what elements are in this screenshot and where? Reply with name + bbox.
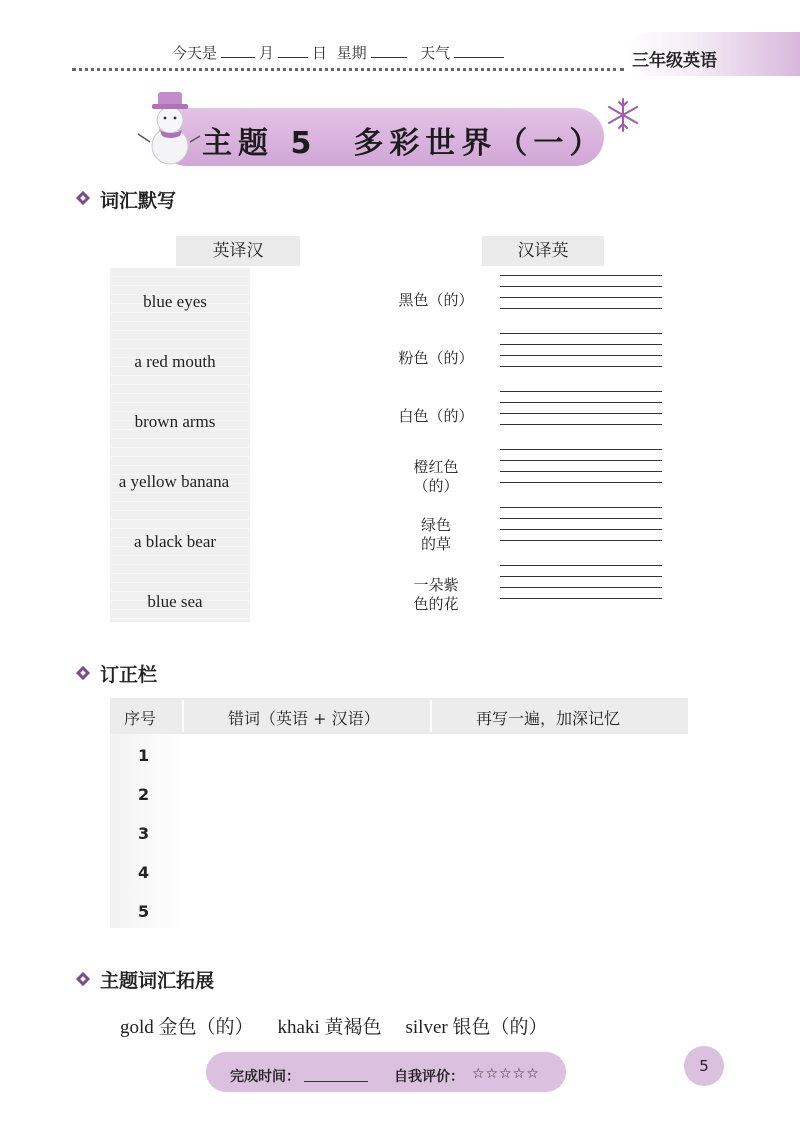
writing-line[interactable] (500, 333, 662, 334)
en-item: a yellow banana (118, 472, 230, 491)
date-weather-line (172, 42, 612, 64)
table-row-number: 4 (138, 863, 150, 882)
writing-line[interactable] (500, 355, 662, 356)
section-diamond-icon (76, 972, 90, 986)
zh-item-line: 粉色（的） (398, 349, 474, 367)
writing-line[interactable] (500, 308, 662, 309)
page-number: 5 (684, 1046, 724, 1086)
correction-heading: 订正栏 (100, 664, 158, 686)
table-row-number: 2 (138, 785, 150, 804)
section-diamond-icon (76, 666, 90, 680)
extension-list (120, 1012, 571, 1039)
snowman-icon (136, 86, 202, 166)
zh-item-line: （的） (413, 477, 459, 495)
table-row-number: 3 (138, 824, 150, 843)
today-label: 今天是 (172, 44, 218, 62)
zh-item-line: 的草 (420, 535, 451, 553)
zh-item (394, 576, 478, 614)
writing-line[interactable] (500, 297, 662, 298)
writing-line[interactable] (500, 391, 662, 392)
writing-line[interactable] (500, 576, 662, 577)
writing-line[interactable] (500, 598, 662, 599)
writing-line[interactable] (500, 275, 662, 276)
writing-line[interactable] (500, 482, 662, 483)
zh-item-line: 绿色 (420, 516, 451, 534)
page-title: 主题 5 多彩世界（一） (202, 126, 606, 161)
writing-line[interactable] (500, 540, 662, 541)
rating-stars-icon[interactable]: ☆☆☆☆☆ (472, 1066, 540, 1082)
section-diamond-icon (76, 191, 90, 205)
vocab-heading: 词汇默写 (100, 190, 177, 212)
writing-line[interactable] (500, 449, 662, 450)
column-header-rewrite: 再写一遍，加深记忆 (476, 709, 621, 728)
writing-line[interactable] (500, 529, 662, 530)
writing-line[interactable] (500, 366, 662, 367)
en-item: brown arms (134, 412, 216, 431)
snowflake-icon (604, 96, 642, 134)
writing-line[interactable] (500, 344, 662, 345)
month-label: 月 (259, 44, 275, 62)
day-blank[interactable] (278, 43, 308, 58)
weekday-blank[interactable] (371, 43, 407, 58)
extension-item: silver 银色（的） (405, 1017, 548, 1038)
zh-item (394, 407, 478, 426)
self-eval-label: 自我评价： (394, 1069, 464, 1085)
extension-heading: 主题词汇拓展 (100, 970, 215, 992)
en-item: blue sea (147, 592, 203, 611)
writing-line[interactable] (500, 471, 662, 472)
table-divider (182, 700, 184, 732)
en-to-zh-panel (110, 268, 250, 622)
en-item: a red mouth (134, 352, 216, 371)
writing-line[interactable] (500, 413, 662, 414)
extension-item: khaki 黄褐色 (277, 1017, 382, 1038)
en-to-zh-header: 英译汉 (176, 236, 300, 266)
zh-item-line: 白色（的） (398, 407, 474, 425)
day-label: 日 (312, 44, 328, 62)
completion-time-label: 完成时间： (230, 1069, 300, 1085)
en-item: blue eyes (143, 292, 207, 311)
table-row-number: 5 (138, 902, 150, 921)
header-divider (72, 68, 624, 71)
writing-line[interactable] (500, 518, 662, 519)
writing-line[interactable] (500, 402, 662, 403)
writing-line[interactable] (500, 460, 662, 461)
writing-line[interactable] (500, 286, 662, 287)
weather-label: 天气 (420, 44, 451, 62)
zh-item-line: 色的花 (413, 595, 459, 613)
zh-item (394, 516, 478, 554)
zh-to-en-header: 汉译英 (482, 236, 604, 266)
column-header-wrong-word: 错词（英语 + 汉语） (228, 709, 380, 728)
zh-item (394, 349, 478, 368)
weather-blank[interactable] (454, 43, 504, 58)
grade-label: 三年级英语 (632, 51, 717, 71)
zh-item-line: 一朵紫 (413, 576, 459, 594)
writing-line[interactable] (500, 507, 662, 508)
table-row-number: 1 (138, 746, 150, 765)
month-blank[interactable] (221, 43, 255, 58)
completion-time-blank[interactable] (304, 1081, 368, 1082)
zh-item (394, 458, 478, 496)
writing-line[interactable] (500, 565, 662, 566)
extension-item: gold 金色（的） (120, 1017, 254, 1038)
zh-item (394, 291, 478, 310)
zh-item-line: 橙红色 (413, 458, 459, 476)
column-header-seq: 序号 (124, 709, 157, 728)
table-divider (430, 700, 432, 732)
writing-line[interactable] (500, 424, 662, 425)
weekday-label: 星期 (336, 44, 367, 62)
zh-item-line: 黑色（的） (398, 291, 474, 309)
en-item: a black bear (133, 532, 217, 551)
writing-line[interactable] (500, 587, 662, 588)
